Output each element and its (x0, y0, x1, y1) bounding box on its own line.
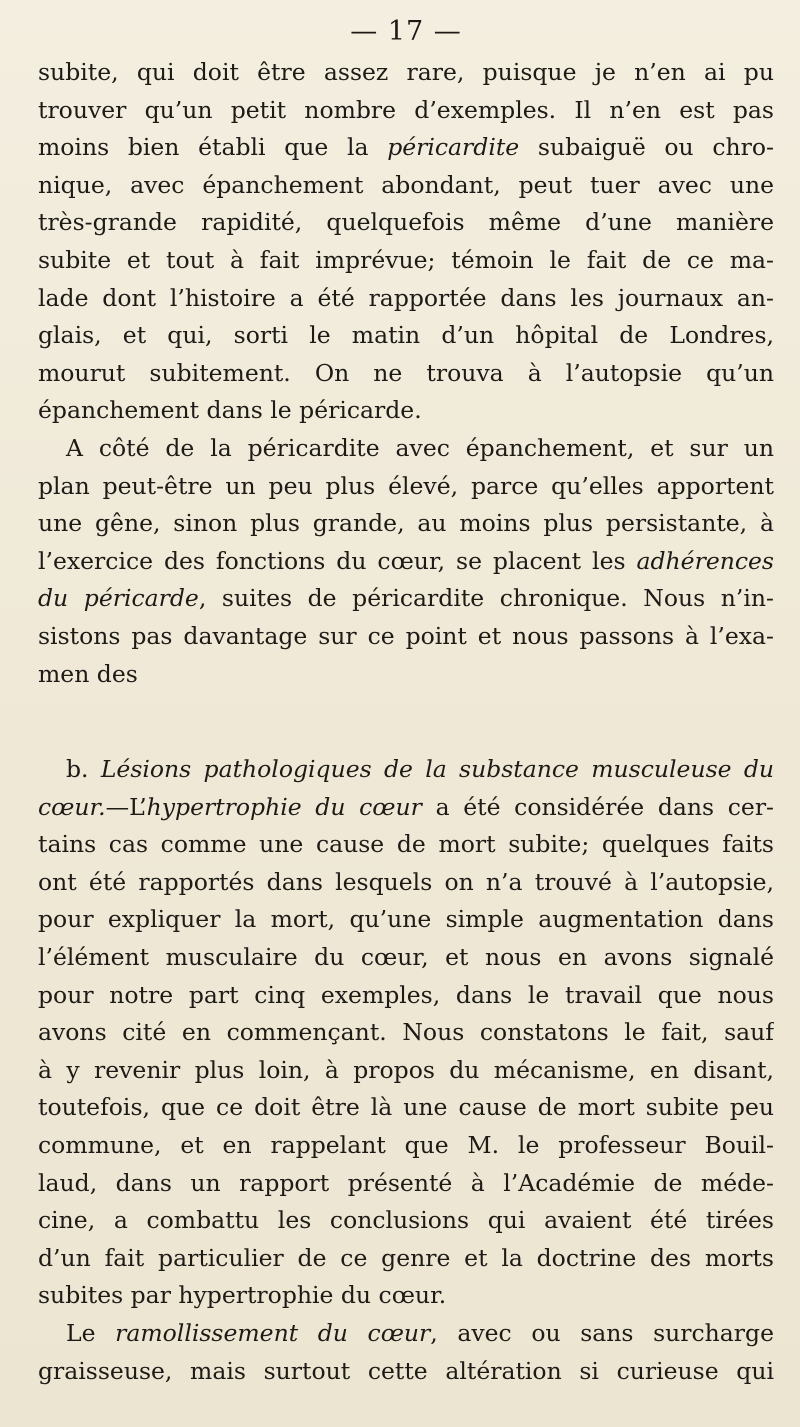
text-line: subite, qui doit être assez rare, puisque je n’en ai pu (38, 58, 774, 86)
text-line: commune, et en rappelant que M. le professeur Bouil- (38, 1131, 774, 1160)
text-line: tains cas comme une cause de mort subite; quelques faits (38, 830, 774, 859)
text-line: l’élément musculaire du cœur, et nous en avons signalé (38, 943, 774, 972)
text-line: cine, a combattu les conclusions qui avaient été tirées (38, 1206, 774, 1235)
text-line: du péricarde, suites de péricardite chronique. Nous n’in- (38, 584, 774, 613)
text-line (38, 129, 774, 167)
text-line: d’un fait particulier de ce genre et la doctrine des morts (38, 1243, 774, 1272)
page-body-text (38, 54, 774, 1390)
text-line: graisseuse, mais surtout cette altération si curieuse qui (38, 1356, 774, 1385)
text-line: lade dont l’histoire a été rapportée dans les journaux an- (38, 283, 774, 312)
italic-term: péricardite (387, 133, 520, 162)
text-line: ont été rapportés dans lesquels on n’a trouvé à l’autopsie, (38, 867, 774, 896)
italic-term: Lésions pathologiques de la substance musculeuse du (100, 755, 774, 784)
text-line: avons cité en commençant. Nous constatons le fait, sauf (38, 1018, 774, 1047)
text-line: une gêne, sinon plus grande, au moins plus persistante, à (38, 509, 774, 538)
text-line: nique, avec épanchement abondant, peut tuer avec une (38, 170, 774, 199)
italic-term: adhérences (636, 546, 774, 575)
text-line: sistons pas davantage sur ce point et nous passons à l’exa- (38, 621, 774, 650)
text-line: plan peut-être un peu plus élevé, parce qu’elles apportent (38, 471, 774, 500)
text-line: men des (38, 659, 138, 688)
text-line: subites par hypertrophie du cœur. (38, 1281, 447, 1310)
text-line: subite et tout à fait imprévue; témoin le fait de ce ma- (38, 245, 774, 274)
page-number-header: — 17 — (350, 16, 462, 47)
text-line: glais, et qui, sorti le matin d’un hôpital de Londres, (38, 321, 774, 350)
text-line: mourut subitement. On ne trouva à l’autopsie qu’un (38, 358, 774, 387)
text-line: toutefois, que ce doit être là une cause de mort subite peu (38, 1093, 774, 1122)
text-line: pour expliquer la mort, qu’une simple augmentation dans (38, 905, 774, 934)
italic-term: ramollissement du cœur (115, 1319, 431, 1347)
italic-term: hypertrophie du cœur (146, 792, 422, 821)
text-line: pour notre part cinq exemples, dans le travail que nous (38, 980, 774, 1009)
italic-term: du péricarde (38, 584, 199, 613)
italic-term: cœur. (38, 792, 106, 821)
text-line: A côté de la péricardite avec épanchement, et sur un (66, 433, 774, 462)
text-line: Le ramollissement du cœur, avec ou sans surcharge (66, 1319, 774, 1347)
text-line: trouver qu’un petit nombre d’exemples. Il n’en est pas (38, 95, 774, 124)
text-line: laud, dans un rapport présenté à l’Académie de méde- (38, 1168, 774, 1197)
text-line: très-grande rapidité, quelquefois même d’une manière (38, 208, 774, 237)
section-heading-line: b. Lésions pathologiques de la substance musculeuse du (66, 755, 774, 784)
text-line: épanchement dans le péricarde. (38, 396, 422, 425)
text-line: à y revenir plus loin, à propos du mécanisme, en disant, (38, 1055, 774, 1084)
text-line-part: moins bien établi que la péricardite subaiguë ou chro- (38, 133, 774, 162)
text-line: cœur.—L’hypertrophie du cœur a été considérée dans cer- (38, 792, 774, 821)
text-line: l’exercice des fonctions du cœur, se placent les adhérences (38, 546, 774, 575)
section-spacing (38, 693, 774, 751)
